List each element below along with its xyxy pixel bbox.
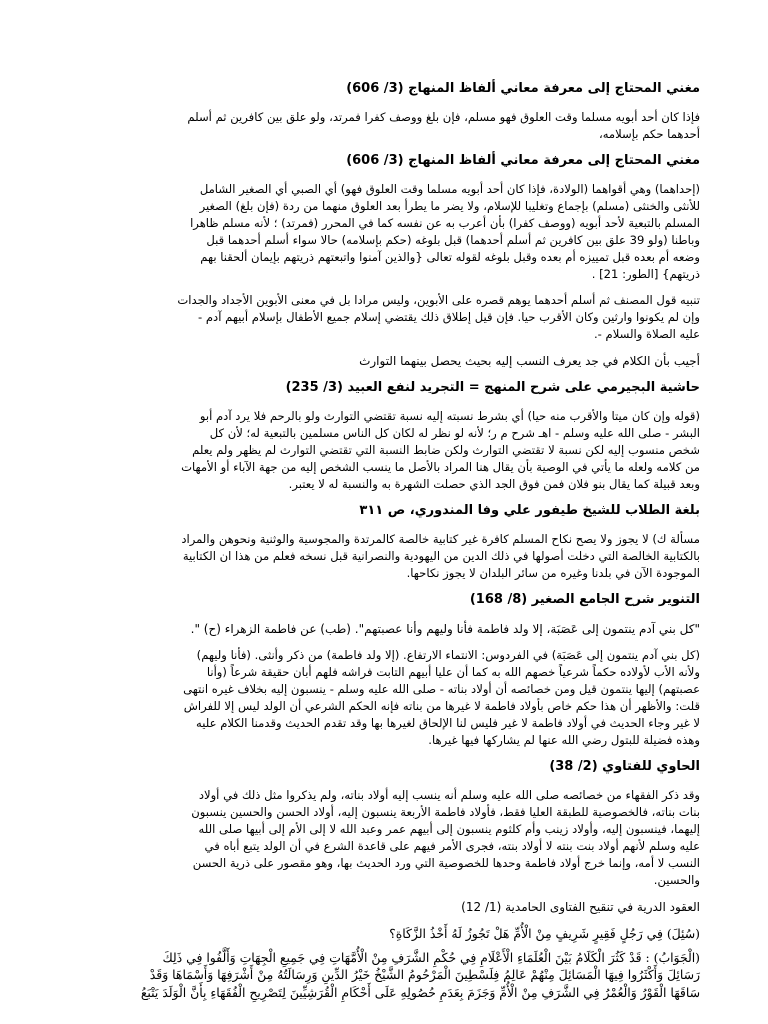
section-heading: حاشية البجيرمي على شرح المنهج = التجريد لنفع العبيد (3/ 235)	[285, 380, 700, 395]
text-paragraph: (سُئِلَ) فِي رَجُلٍ فَقِيرٍ شَرِيفٍ مِنْ الْأُمِّ هَلْ تَجُوزُ لَهُ أَخْذُ الزَّكَاةِ؟	[389, 926, 700, 941]
text-paragraph: العقود الدرية في تنقيح الفتاوى الحامدية (1/ 12)	[461, 900, 700, 914]
text-paragraph: (إحداهما) وهي أقواهما (الولادة، فإذا كان أحد أبويه مسلما وقت العلوق فهو) أي الصبي أي الصغير الشامل للأنثى والخنثى (مسلم) بإجماع وتغليبا للإسلام، ولا يضر ما يطرأ بعد العلوق منهما من ردة (فإن بلغ) الصغير المسلم بالتبعية لأحد أبويه (ووصف كفرا) بأن أعرب به عن نفسه كما في المحرر (فمرتد) ؛ لأنه مسلم ظاهرا وباطنا (ولو 39 علق بين كافرين ثم أسلم أحدهما) قبل بلوغه (حكم بإسلامه) حالا سواء أسلم أحدهما قبل وضعه أم بعده قبل تمييزه أم بعده وقبل بلوغه لقوله تعالى {والذين آمنوا واتبعتهم ذريتهم بإيمان ألحقنا بهم ذريتهم} [الطور: 21] .	[190, 182, 700, 281]
text-paragraph: فإذا كان أحد أبويه مسلما وقت العلوق فهو مسلم، فإن بلغ ووصف كفرا فمرتد، ولو علق بين كافرين ثم أسلم أحدهما حكم بإسلامه،	[187, 110, 700, 141]
document-page	[96, 80, 700, 1007]
text-paragraph: وقد ذكر الفقهاء من خصائصه صلى الله عليه وسلم أنه ينسب إليه أولاد بناته، ولم يذكروا مثل ذلك في أولاد بنات بناته، فالخصوصية للطبقة العليا فقط، فأولاد فاطمة الأربعة ينسبون إليه، أولاد الحسن والحسين ينسبون إليهما، فينسبون إليه، وأولاد زينب وأم كلثوم ينسبون إلى أبيهم عمر وعبد الله لا إلى الأم إلى أبيها صلى الله عليه وسلم لأنهم أولاد بنت بنته لا أولاد بنته، فجرى الأمر فيهم على قاعدة الشرع في أن الولد يتبع أباه في النسب لا أمه، وإنما خرج أولاد فاطمة وحدها للخصوصية التي ورد الحديث بها، وهو مقصور على ذرية الحسن والحسين.	[191, 788, 700, 887]
text-paragraph: (الْجَوَابُ) : قَدْ كَثُرَ الْكَلَامُ بَيْنَ الْعُلَمَاءِ الْأَعْلَامِ فِي حُكْمِ الشَّرَفِ مِنْ الْأُمَّهَاتِ فِي جَمِيعِ الْجِهَاتِ وَأَلَّفُوا فِي ذَلِكَ رَسَائِلَ وَأَكْثَرُوا فِيهَا الْمَسَائِلَ مِنْهُمْ عَالِمُ فِلَسْطِينَ الْمَرْحُومُ الشَّيْخُ خَيْرُ الدِّينِ وَرِسَالَتُهُ مِنْ أَشْرَفِهَا وَأَسْمَاهَا وَقَدْ سَاقَهَا الْقَوْرُ وَالْعُمْرُ فِي الشَّرَفِ مِنْ الْأُمِّ وَجَزَمَ بِعَدَمِ حُصُولِهِ عَلَى أَحْكَامِ الْقُرَشِيِّينَ لِتَصْرِيحِ الْفُقَهَاءِ بِأَنَّ الْوَلَدَ يَتْبَعُ	[140, 949, 700, 1000]
text-paragraph: "كل بني آدم ينتمون إلى عَصَبَة، إلا ولد فاطمة فأنا وليهم وأنا عصبتهم". (طب) عن فاطمة الزهراء (ح) ".	[190, 622, 700, 636]
text-paragraph: مسألة ك) لا يجوز ولا يصح نكاح المسلم كافرة غير كتابية خالصة كالمرتدة والمجوسية والوثنية ونحوهن والمراد بالكتابية الخالصة التي دخلت أصولها في ذلك الدين من اليهودية والنصرانية قبل نسخه فعلم من هذا ان الكتابية الموجودة الآن في بلدنا وغيره من سائر البلدان لا يجوز نكاحها.	[181, 532, 700, 580]
section-heading: مغني المحتاج إلى معرفة معاني ألفاظ المنهاج (3/ 606)	[346, 153, 700, 168]
text-paragraph: أجيب بأن الكلام في جد يعرف النسب إليه بحيث يحصل بينهما التوارث	[359, 354, 700, 368]
section-heading: الحاوي للفتاوي (2/ 38)	[549, 759, 700, 774]
section-heading: مغني المحتاج إلى معرفة معاني ألفاظ المنهاج (3/ 606)	[346, 81, 700, 96]
section-heading: بلغة الطلاب للشيخ طيفور علي وفا المندوري، ص ٣١١	[359, 503, 700, 518]
text-paragraph: (كل بني آدم ينتمون إلى عَصَبَة) في الفردوس: الانتماء الارتفاع. (إلا ولد فاطمة) من ذكر وأنثى. (فأنا وليهم) ولأنه الأب لأولاده حكماً شرعياً خصهم الله به كما أن عليا أبيهم التابت فراشه فلهم أبان حقيقة شرعاً (وأنا عصبتهم) إليها ينتمون قيل ومن خصائصه أن أولاد بناته - صلى الله عليه وسلم - ينسبون إليه بخلاف غيره انتهى قلت: والأظهر أن هذا حكم خاص بأولاد فاطمة لا غيرها من بناته فإنه الحكم الشرعي أن الولد ليس إلا للفراش لا غير وجاء الحديث في أولاد فاطمة لا غير فليس لنا الإلحاق لغيرها بها وقد تقدم الحديث وقدمنا الكلام عليه وهذه فضيلة للبتول رضي الله عنها لم يشاركها فيها غيرها.	[183, 648, 700, 747]
section-heading: التنوير شرح الجامع الصغير (8/ 168)	[469, 592, 700, 607]
text-paragraph: (قوله وإن كان ميتا والأقرب منه حيا) أي بشرط نسبته إليه نسبة تقتضي التوارث ولو بالرحم فلا يرد آدم أبو البشر - صلى الله عليه وسلم - اهـ شرح م ر؛ لأنه لو نظر له لكان كل الناس مسلمين بالتبعية له؛ لأن كل شخص منسوب إليه لكن نسبة لا تقتضي التوارث ولكن ضابط النسبة التي تقتضي التوارث لم يظهر ولم يعلم من كلامه ولعله ما يأتي في الوصية بأن يقال هنا المراد بالأصل ما ينسب الشخص إليه من جهة الآباء أو الأمهات وبعد قبيلة كما يقال بنو فلان فمن فوق الجد الذي حصلت الشهرة به والنسبة له لا يعتبر.	[181, 409, 700, 491]
text-paragraph: تنبيه قول المصنف ثم أسلم أحدهما يوهم قصره على الأبوين، وليس مرادا بل في معنى الأبوين الأجداد والجدات وإن لم يكونوا وارثين وكان الأقرب حيا. فإن قيل إطلاق ذلك يقتضي إسلام جميع الأطفال بإسلام أبيهم آدم - عليه الصلاة والسلام -.	[177, 293, 700, 341]
